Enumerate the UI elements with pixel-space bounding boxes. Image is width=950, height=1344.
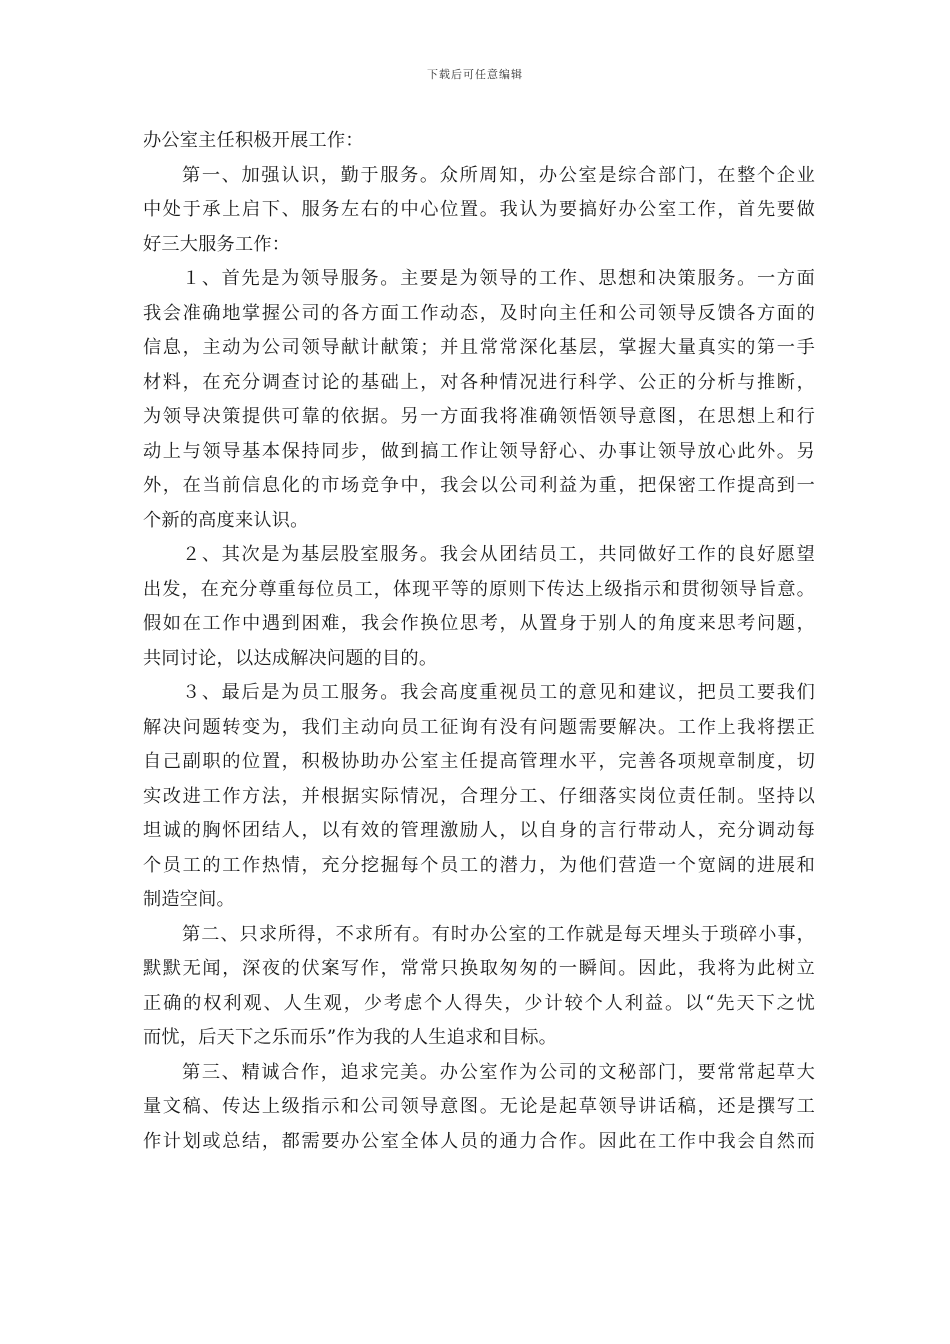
text-line: ３、最后是为员工服务。我会高度重视员工的意见和建议，把员工要我们: [182, 682, 815, 703]
text-line: 解决问题转变为，我们主动向员工征询有没有问题需要解决。工作上我将摆正: [143, 716, 815, 738]
paragraph-first-point: [143, 159, 815, 263]
text-line: 作计划或总结，都需要办公室全体人员的通力合作。因此在工作中我会自然而: [143, 1130, 815, 1152]
text-line: 中处于承上启下、服务左右的中心位置。我认为要搞好办公室工作，首先要做: [143, 199, 815, 220]
paragraph-third-point: [143, 1056, 815, 1160]
text-line: 第三、精诚合作，追求完美。办公室作为公司的文秘部门，要常常起草大: [182, 1061, 815, 1083]
text-line: 材料，在充分调查讨论的基础上，对各种情况进行科学、公正的分析与推断，: [143, 371, 815, 393]
paragraph-serve-leaders: [143, 262, 815, 538]
text-line: 第二、只求所得，不求所有。有时办公室的工作就是每天埋头于琐碎小事，: [182, 923, 815, 945]
document-body: [143, 124, 815, 1159]
page-header: 下载后可任意编辑: [427, 68, 523, 81]
text-line: 动上与领导基本保持同步，做到搞工作让领导舒心、办事让领导放心此外。另: [143, 440, 815, 462]
text-line: 个新的高度来认识。: [143, 509, 309, 531]
text-line: 制造空间。: [143, 889, 235, 910]
text-line: 假如在工作中遇到困难，我会作换位思考，从置身于别人的角度来思考问题，: [143, 613, 815, 634]
text-line: 外，在当前信息化的市场竞争中，我会以公司利益为重，把保密工作提高到一: [143, 475, 815, 496]
paragraph-serve-employees: [143, 676, 815, 918]
text-line: 第一、加强认识，勤于服务。众所周知，办公室是综合部门，在整个企业: [182, 164, 815, 186]
text-line: ２、其次是为基层股室服务。我会从团结员工，共同做好工作的良好愿望: [182, 544, 815, 565]
text-line: 我会准确地掌握公司的各方面工作动态，及时向主任和公司领导反馈各方面的: [143, 302, 815, 324]
text-line: 好三大服务工作：: [143, 233, 291, 255]
paragraph-second-point: [143, 918, 815, 1056]
text-line: 为领导决策提供可靠的依据。另一方面我将准确领悟领导意图，在思想上和行: [143, 406, 815, 427]
text-line: 默默无闻，深夜的伏案写作，常常只换取匆匆的一瞬间。因此，我将为此树立: [143, 958, 815, 979]
text-line: 量文稿、传达上级指示和公司领导意图。无论是起草领导讲话稿，还是撰写工: [143, 1096, 815, 1117]
text-line: 实改进工作方法，并根据实际情况，合理分工、仔细落实岗位责任制。坚持以: [143, 785, 815, 807]
text-line: １、首先是为领导服务。主要是为领导的工作、思想和决策服务。一方面: [182, 268, 815, 289]
text-line: 信息，主动为公司领导献计献策；并且常常深化基层，掌握大量真实的第一手: [143, 337, 815, 358]
text-line: 而忧，后天下之乐而乐”作为我的人生追求和目标。: [143, 1027, 558, 1048]
text-line: 办公室主任积极开展工作：: [143, 130, 364, 151]
text-line: 自己副职的位置，积极协助办公室主任提高管理水平，完善各项规章制度，切: [143, 751, 815, 772]
paragraph-intro: [143, 124, 815, 159]
text-line: 坦诚的胸怀团结人，以有效的管理激励人，以自身的言行带动人，充分调动每: [143, 820, 815, 841]
text-line: 个员工的工作热情，充分挖掘每个员工的潜力，为他们营造一个宽阔的进展和: [143, 854, 815, 876]
text-line: 出发，在充分尊重每位员工，体现平等的原则下传达上级指示和贯彻领导旨意。: [143, 578, 815, 600]
paragraph-serve-departments: [143, 538, 815, 676]
text-line: 正确的权利观、人生观，少考虑个人得失，少计较个人利益。以“先天下之忧: [143, 992, 815, 1014]
text-line: 共同讨论，以达成解决问题的目的。: [143, 647, 438, 669]
